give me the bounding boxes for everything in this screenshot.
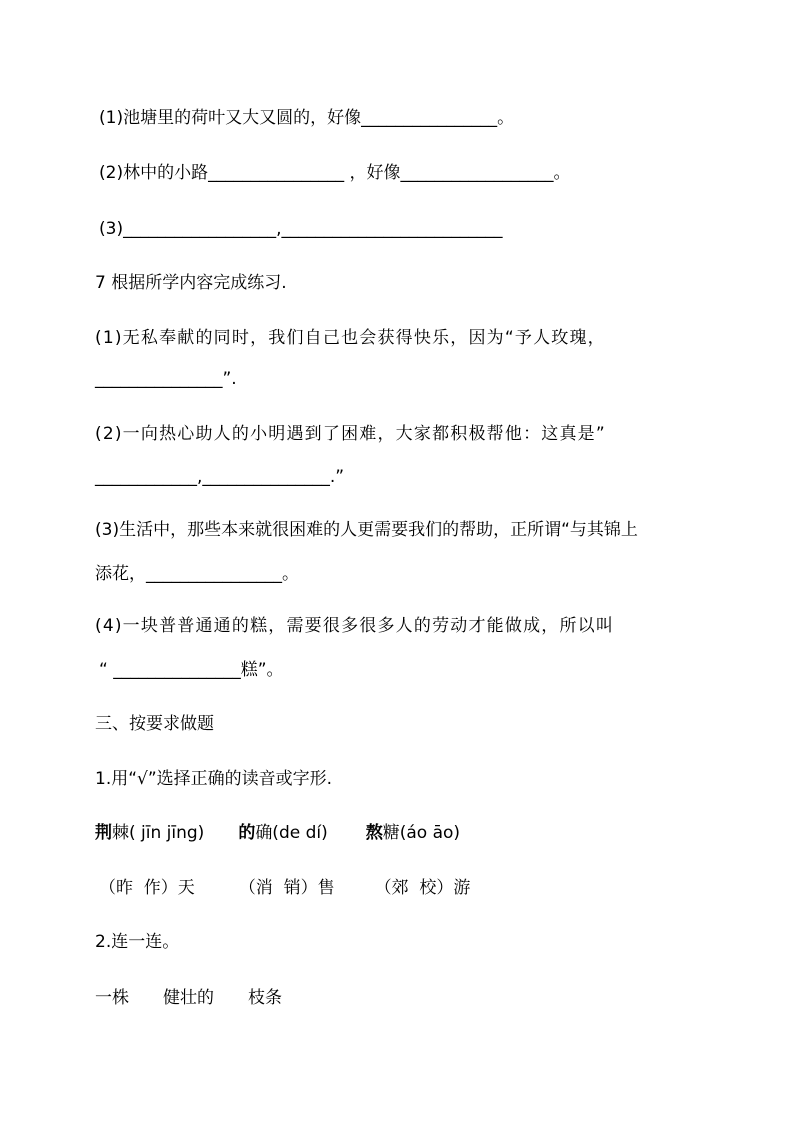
question-7-item-3: (3)生活中，那些本来就很困难的人更需要我们的帮助，正所谓“与其锦上	[95, 520, 638, 540]
question-7-heading: 7 根据所学内容完成练习.	[95, 273, 287, 293]
match-word-c: 枝条	[248, 988, 282, 1008]
question-6-item-1: (1)池塘里的荷叶又大又圆的，好像________________。	[99, 108, 515, 128]
question-7-item-1: (1)无私奉献的同时，我们自己也会获得快乐，因为“予人玫瑰，	[95, 328, 606, 348]
pinyin-choice-row	[95, 821, 460, 845]
task-2-instruction: 2.连一连。	[95, 932, 180, 952]
section-3-heading: 三、按要求做题	[95, 714, 214, 734]
word-3-bold-char: 熬	[365, 823, 383, 843]
choice-b: （消 销）售	[238, 878, 335, 898]
question-7-item-1-blank: _______________”.	[95, 369, 237, 389]
task-1-instruction: 1.用“√”选择正确的读音或字形.	[95, 769, 333, 789]
match-word-b: 健壮的	[163, 988, 214, 1008]
question-7-item-2: (2)一向热心助人的小明遇到了困难，大家都积极帮他：这真是”	[95, 424, 606, 444]
question-7-item-2-blank: ____________,_______________.”	[95, 467, 345, 487]
word-3-rest: 糖(áo āo)	[382, 823, 461, 843]
question-7-item-4: (4)一块普普通通的糕，需要很多很多人的劳动才能做成，所以叫	[95, 616, 615, 636]
question-7-item-3-blank: 添花，________________。	[95, 564, 299, 584]
choice-c: （郊 校）游	[374, 878, 471, 898]
question-6-item-3: (3)__________________,__________________________	[99, 219, 503, 239]
question-6-item-2: (2)林中的小路________________ ，好像__________________。	[99, 163, 571, 183]
matching-row	[95, 986, 282, 1010]
word-1-bold-char: 荆	[95, 823, 112, 843]
word-2-rest: 确(de dí)	[255, 823, 328, 843]
question-7-item-4-blank: “ _______________糕”。	[99, 660, 284, 680]
word-1-rest: 棘( jīn jīng)	[112, 823, 205, 843]
choice-a: （昨 作）天	[99, 878, 195, 898]
match-word-a: 一株	[95, 988, 129, 1008]
character-choice-row	[99, 876, 470, 900]
word-2-bold-char: 的	[238, 823, 256, 843]
